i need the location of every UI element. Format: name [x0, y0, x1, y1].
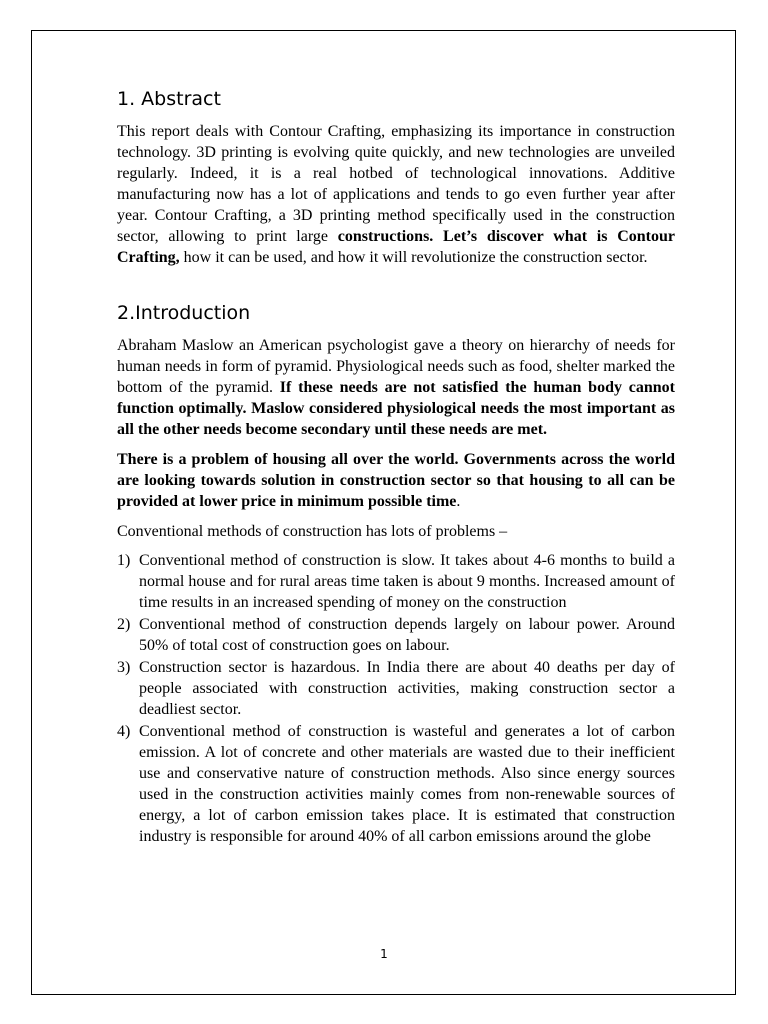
list-item-number: 1): [117, 552, 131, 569]
abstract-paragraph: [117, 121, 675, 268]
list-item-number: 3): [117, 659, 131, 676]
intro-p1-bold: If these needs are not satisfied the human body cannot function optimally. Maslow considered physiological needs the most important as all the other needs become secondary until these needs are met.: [117, 379, 676, 438]
document-body: [117, 86, 675, 848]
introduction-heading: 2.Introduction: [117, 302, 251, 324]
list-item-text: Conventional method of construction depends largely on labour power. Around 50% of total cost of construction goes on labour.: [139, 616, 675, 654]
intro-p2-bold: There is a problem of housing all over the world. Governments across the world are looking towards solution in construction sector so that housing to all can be provided at lower price in minimum possible time: [117, 451, 675, 510]
list-item-text: Conventional method of construction is wasteful and generates a lot of carbon emission. A lot of concrete and other materials are wasted due to their inefficient use and conservative nature of construction methods. Also since energy sources used in the construction activities mainly comes from non-renewable sources of energy, a lot of carbon emission takes place. It is estimated that construction industry is responsible for around 40% of all carbon emissions around the globe: [139, 723, 675, 845]
list-item: [117, 550, 675, 613]
list-item-number: 2): [117, 616, 131, 633]
page-number: 1: [380, 947, 388, 961]
abstract-heading: 1. Abstract: [117, 88, 221, 110]
introduction-paragraph-1: [117, 335, 675, 440]
abstract-text-end: how it can be used, and how it will revolutionize the construction sector.: [179, 249, 648, 266]
list-item-text: Construction sector is hazardous. In India there are about 40 deaths per day of people associated with construction activities, making construction sector a deadliest sector.: [139, 659, 675, 718]
problems-heading: Conventional methods of construction has lots of problems –: [117, 523, 508, 540]
list-item: [117, 614, 675, 656]
list-item-text: Conventional method of construction is slow. It takes about 4-6 months to build a normal house and for rural areas time taken is about 9 months. Increased amount of time results in an increased spending of money on the construction: [139, 552, 675, 611]
intro-p1-start: Abraham Maslow an American psychologist gave a theory on hierarchy of needs for human needs in form of pyramid. Physiological needs such as food, shelter marked the bottom of the pyramid.: [117, 337, 675, 396]
list-item: [117, 657, 675, 720]
problems-list: [117, 550, 675, 847]
introduction-paragraph-2: [117, 449, 675, 512]
list-item: [117, 721, 675, 847]
list-item-number: 4): [117, 723, 131, 740]
abstract-text-bold: constructions. Let’s discover what is Contour Crafting,: [117, 228, 675, 266]
abstract-text-start: This report deals with Contour Crafting, emphasizing its importance in construction technology. 3D printing is evolving quite quickly, and new technologies are unveiled regularly. Indeed, it is a real hotbed of technological innovations. Additive manufacturing now has a lot of applications and tends to go even further year after year. Contour Crafting, a 3D printing method specifically used in the construction sector, allowing to print large: [117, 123, 675, 245]
intro-p2-end: .: [456, 493, 461, 510]
